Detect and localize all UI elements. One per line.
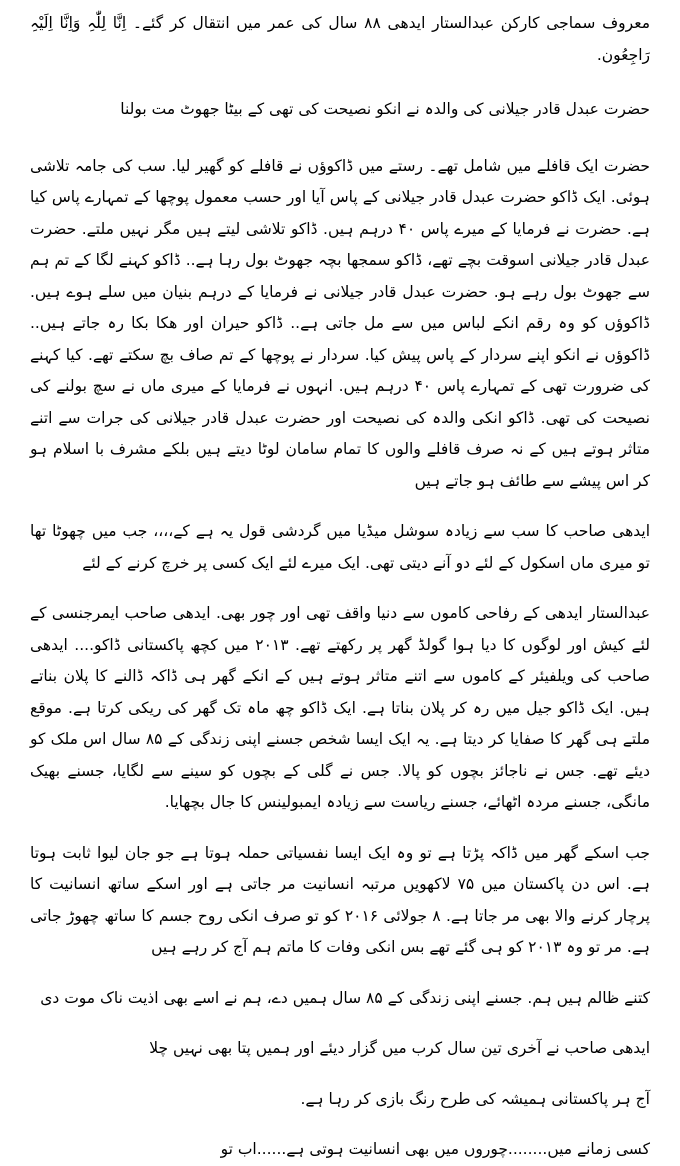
paragraph-closing: کسی زمانے میں........چوروں میں بھی انسانیت ہوتی ہے......اب تو	[220, 1140, 650, 1158]
paragraph-last-years: ایدھی صاحب نے آخری تین سال کرب میں گزار دیئے اور ہمیں پتا بھی نہیں چلا	[149, 1039, 650, 1057]
paragraph-caravan-story: حضرت ایک قافلے میں شامل تھے۔ رستے میں ڈاکوؤں نے قافلے کو گھیر لیا. سب کی جامہ تلاشی ہوئی. ایک ڈاکو حضرت عبدل قادر جیلانی کے پاس آیا اور حسب معمول پوچھا کے تمہارے پاس کیا ہے. حضرت نے فرمایا کے میرے پاس ۴۰ درہم ہیں. ڈاکو تلاشی لیتے ہیں مگر نہیں ملتے. حضرت عبدل قادر جیلانی اسوقت بچے تھے، ڈاکو سمجھا بچہ جھوٹ بول رہا ہے.. ڈاکو کہنے لگا کے تم ہم سے جھوٹ بول رہے ہو. حضرت عبدل قادر جیلانی نے فرمایا کے درہم بنیان میں سلے ہوے ہیں. ڈاکوؤں کو وہ رقم انکے لباس میں سے مل جاتی ہے.. ڈاکو حیران اور ھکا بکا رہ جاتے ہیں.. ڈاکوؤں نے انکو اپنے سردار کے پاس پیش کیا. سردار نے پوچھا کے تم صاف بچ سکتے تھے. کیا کہنے کی ضرورت تھی کے تمہارے پاس ۴۰ درہم ہیں. انہوں نے فرمایا کے میری ماں نے سچ بولنے کی نصیحت کی تھی. ڈاکو انکی والدہ کی نصیحت اور حضرت عبدل قادر جیلانی کی جرات سے اتنے متاثر ہوتے ہیں کے نہ صرف قافلے والوں کا تمام سامان لوٹا دیتے ہیں بلکے مشرف با اسلام ہو کر اس پیشے سے طائف ہو جاتے ہیں	[30, 156, 650, 490]
paragraph-mother-advice: حضرت عبدل قادر جیلانی کی والدہ نے انکو نصیحت کی تھی کے بیٹا جھوٹ مت بولنا	[120, 100, 650, 118]
paragraph-edhi-quote: ایدھی صاحب کا سب سے زیادہ سوشل میڈیا میں گردشی قول یہ ہے کے،،،، جب میں چھوٹا تھا تو میری ماں اسکول کے لئے دو آنے دیتی تھی. ایک میرے لئے ایک کسی پر خرچ کرنے کے لئے	[30, 522, 650, 572]
paragraph-cruelty: کتنے ظالم ہیں ہم. جسنے اپنی زندگی کے ۸۵ سال ہمیں دے، ہم نے اسے بھی اذیت ناک موت دی	[40, 988, 650, 1007]
paragraph-psychological-attack: جب اسکے گھر میں ڈاکہ پڑتا ہے تو وہ ایک ایسا نفسیاتی حملہ ہوتا ہے جو جان لیوا ثابت ہوتا ہے. اس دن پاکستان میں ۷۵ لاکھویں مرتبہ انسانیت مر جاتی ہے اور اسکے ساتھ انسانیت کا پرچار کرنے والا بھی مر جاتا ہے. ۸ جولائی ۲۰۱۶ کو تو صرف انکی روح جسم کا ساتھ چھوڑ جاتی ہے. مر تو وہ ۲۰۱۳ کو ہی گئے تھے بس انکی وفات کا ماتم ہم آج کر رہے ہیں	[30, 843, 651, 956]
paragraph-robbery: عبدالستار ایدھی کے رفاحی کاموں سے دنیا واقف تھی اور چور بھی. ایدھی صاحب ایمرجنسی کے لئے کیش اور لوگوں کا دیا ہوا گولڈ گھر پر رکھتے تھے. ۲۰۱۳ میں کچھ پاکستانی ڈاکو.... ایدھی صاحب کی ویلفیئر کے کاموں سے اتنے متاثر ہوتے ہیں کے انکے گھر ہی ڈاکہ ڈالنے کا پلان بناتے ہیں. ایک ڈاکو جیل میں رہ کر پلان بناتا ہے. ایک ڈاکو چھ ماہ تک گھر کی ریکی کرتا ہے. موقع ملتے ہی گھر کا صفایا کر دیتا ہے. یہ ایک ایسا شخص جسنے اپنی زندگی کے ۸۵ سال اس ملک کو دیئے تھے. جس نے ناجائز بچوں کو پالا. جس نے گلی کے بچوں کو سینے سے لگایا، جسنے بھیک مانگی، جسنے مردہ اٹھائے، جسنے ریاست سے زیادہ ایمبولینس کا جال بچھایا.	[30, 604, 651, 811]
paragraph-death-notice: معروف سماجی کارکن عبدالستار ایدھی ۸۸ سال کی عمر میں انتقال کر گئے۔ اِنَّا لِلّٰہِ وَاِنَّا اِلَیْہِ رَاجِعُون.	[30, 14, 650, 64]
paragraph-pretense: آج ہر پاکستانی ہمیشہ کی طرح رنگ بازی کر رہا ہے.	[300, 1089, 650, 1108]
